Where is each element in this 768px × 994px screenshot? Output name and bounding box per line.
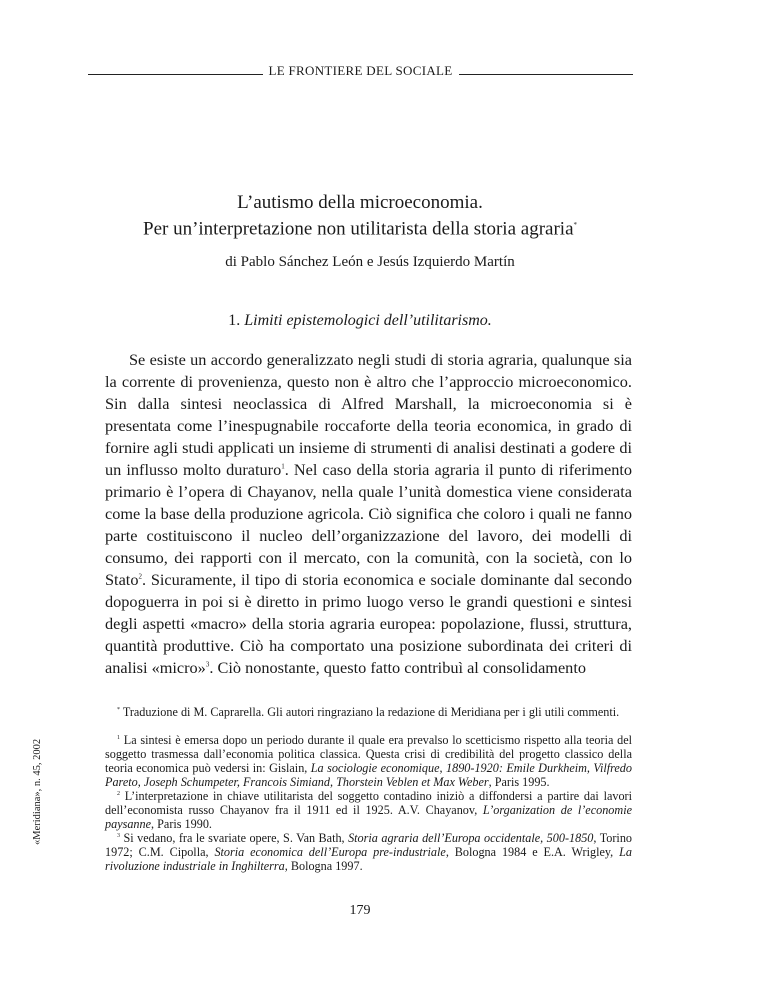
page-number: 179 [349,903,371,918]
footnote-translation [105,705,632,719]
footnote-1-italic-a: La sociologie economique, 1890-1920: Emile Durkheim, Vilfredo Pareto, Joseph Schumpeter, Francois Simiand, Thorstein Veblen et Max Weber [105,761,632,789]
footnote-mark-star: * [117,706,120,713]
paragraph-part-1: Se esiste un accordo generalizzato negli studi di storia agraria, qualunque sia la corrente di provenienza, questo non è altro che l’approccio microeconomico. Sin dalla sintesi neoclassica di Alfred Marshall, la microeconomia si è presentata come l’inespugnabile roccaforte della teoria economica, in grado di fornire agli studi applicati un insieme di strumenti di analisi destinati a godere di un influsso molto duraturo [105,350,632,479]
title-footnote-mark: * [573,221,577,229]
paragraph-part-2: . Nel caso della storia agraria il punto di riferimento primario è l’opera di Chayanov, nella quale l’unità domestica viene considerata come la base della produzione agricola. Ciò significa che coloro i quali ne fanno parte costituiscono il nucleo dell’organizzazione del lavoro, dei modelli di consumo, dei rapporti con il mercato, con la comunità, con la società, con lo Stato [105,460,632,589]
footnote-1 [105,733,632,789]
footnote-3-text-b: , Torino 1972; C.M. Cipolla, [105,831,633,859]
section-number: 1. [228,312,241,329]
footnote-ref-1[interactable]: 1 [281,462,285,471]
footnote-3-italic-a: Storia agraria dell’Europa occidentale, 500-1850 [348,831,594,845]
footnote-3 [105,831,632,873]
section-title: Limiti epistemologici dell’utilitarismo. [244,312,492,329]
footnote-star-text: Traduzione di M. Caprarella. Gli autori ringraziano la redazione di Meridiana per i gli utili commenti. [122,705,620,719]
footnote-mark-2: 2 [117,790,120,797]
footnote-2-text-b: , Paris 1990. [151,817,212,831]
footnote-3-italic-c: La rivoluzione industriale in Inghilterra [105,845,632,873]
footnote-3-text-a: Si vedano, fra le svariate opere, S. Van Bath, [123,831,349,845]
running-head-right-rule [459,74,634,75]
article-authors: di Pablo Sánchez León e Jesús Izquierdo Martín [225,254,515,270]
footnote-2-italic-a: L’organization de l’economie paysanne [105,803,632,831]
footnote-mark-3: 3 [117,832,120,839]
title-line-2 [80,214,640,240]
footnote-1-text-b: , Paris 1995. [488,775,550,789]
paragraph-part-4: . Ciò nonostante, questo fatto contribuì al consolidamento [209,658,586,677]
footnote-ref-3[interactable]: 3 [205,660,210,669]
running-head [88,63,633,79]
footnote-mark-1: 1 [117,734,120,741]
journal-side-note-text: «Meridiana», n. 45, 2002 [32,738,43,845]
footnote-ref-2[interactable]: 2 [138,572,142,581]
footnote-3-text-d: , Bologna 1997. [284,859,363,873]
footnote-2-text-a: L’interpretazione in chiave utilitarista del soggetto contadino iniziò a diffondersi a partire dai lavori dell’economista russo Chayanov fra il 1911 ed il 1925. A.V. Chayanov, [105,789,632,817]
running-head-label: LE FRONTIERE DEL SOCIALE [268,63,453,78]
footnote-3-italic-b: Storia economica dell’Europa pre-industriale [214,845,446,859]
footnote-2 [105,789,632,831]
body-paragraph [105,349,632,679]
section-heading [80,312,640,330]
title-line-1: L’autismo della microeconomia. [237,192,483,213]
footnote-1-text-a: La sintesi è emersa dopo un periodo durante il quale era prevalso lo scetticismo rispetto alla teoria del soggetto trasmessa dall’economia politica classica. Questa crisi di credibilità del progetto classico della teoria economica può vedersi in: Gislain, [105,733,633,775]
footnotes [105,705,632,873]
running-head-left-rule [88,74,263,75]
footnote-3-text-c: , Bologna 1984 e E.A. Wrigley, [445,845,620,859]
title-line-2-text: Per un’interpretazione non utilitarista della storia agraria [143,218,574,240]
article-title [80,192,640,240]
paragraph-part-3: . Sicuramente, il tipo di storia economica e sociale dominante dal secondo dopoguerra in poi si è diretto in primo luogo verso le grandi questioni e sintesi degli aspetti «macro» della storia agraria europea: popolazione, flussi, struttura, quantità produttive. Ciò ha comportato una posizione subordinata dei criteri di analisi «micro» [105,570,632,677]
